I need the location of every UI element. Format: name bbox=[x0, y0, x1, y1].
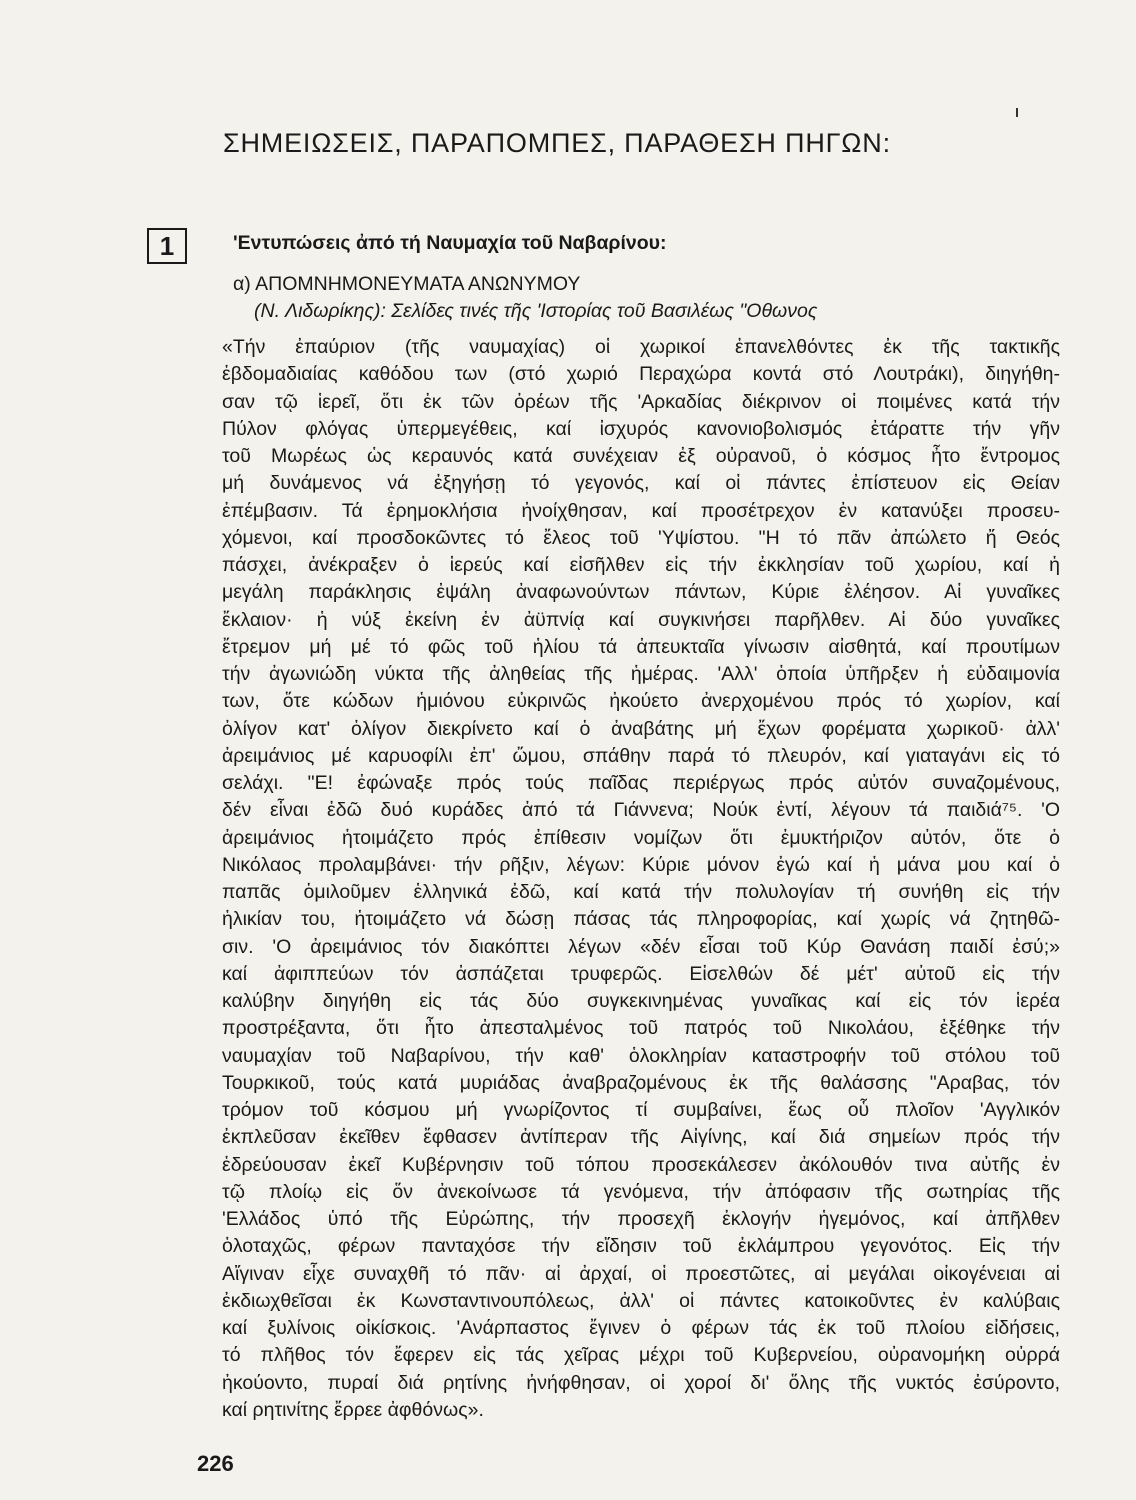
body-line: των, ὅτε κώδων ἡμιόνου εὐκρινῶς ἠκούετο ἀνερχομένου πρός τό χωρίον, καί bbox=[222, 690, 1060, 713]
body-line: ἀρειμάνιος μέ καρυοφίλι ἐπ' ὤμου, σπάθην παρά τό πλευρόν, καί γιαταγάνι εἰς τό bbox=[222, 744, 1060, 767]
body-line: Τουρκικοῦ, τούς κατά μυριάδας ἀναβραζομένους ἐκ τῆς θαλάσσης "Αραβας, τόν bbox=[222, 1071, 1060, 1094]
section-subtitle: α) ΑΠΟΜΝΗΜΟΝΕΥΜΑΤΑ ΑΝΩΝΥΜΟΥ bbox=[233, 273, 581, 295]
body-line: Πύλον φλόγας ὑπερμεγέθεις, καί ἰσχυρός κανονιοβολισμός ἐτάραττε τήν γῆν bbox=[222, 417, 1060, 440]
page-heading: ΣΗΜΕΙΩΣΕΙΣ, ΠΑΡΑΠΟΜΠΕΣ, ΠΑΡΑΘΕΣΗ ΠΗΓΩΝ: bbox=[223, 128, 891, 158]
margin-mark bbox=[1016, 108, 1018, 117]
body-line: τό πλῆθος τόν ἔφερεν εἰς τάς χεῖρας μέχρι τοῦ Κυβερνείου, οὐρανομήκη οὐρρά bbox=[222, 1344, 1060, 1367]
body-line: ναυμαχίαν τοῦ Ναβαρίνου, τήν καθ' ὁλοκληρίαν καταστροφήν τοῦ στόλου τοῦ bbox=[222, 1044, 1060, 1067]
body-line: καί ξυλίνοις οἰκίσκοις. 'Ανάρπαστος ἔγινεν ὁ φέρων τάς ἐκ τοῦ πλοίου εἰδήσεις, bbox=[222, 1317, 1060, 1339]
body-line: προστρέξαντα, ὅτι ἦτο ἀπεσταλμένος τοῦ πατρός τοῦ Νικολάου, ἐξέθηκε τήν bbox=[222, 1017, 1060, 1040]
body-line: καί ρητινίτης ἔρρεε ἀφθόνως». bbox=[222, 1398, 484, 1421]
body-line: καί ἀφιππεύων τόν ἀσπάζεται τρυφερῶς. Εἰσελθών δέ μέτ' αὐτοῦ εἰς τήν bbox=[222, 962, 1060, 985]
body-line: ἐκδιωχθεῖσαι ἐκ Κωνσταντινουπόλεως, ἀλλ' οἱ πάντες κατοικοῦντες ἐν καλύβαις bbox=[222, 1289, 1060, 1312]
body-line: ἠκούοντο, πυραί διά ρητίνης ἠνήφθησαν, οἱ χοροί δι' ὅλης τῆς νυκτός ἐσύροντο, bbox=[222, 1371, 1060, 1394]
section-title: 'Εντυπώσεις ἀπό τή Ναυμαχία τοῦ Ναβαρίνου: bbox=[233, 232, 667, 254]
section-number-box: 1 bbox=[147, 228, 187, 264]
body-line: «Τήν ἐπαύριον (τῆς ναυμαχίας) οἱ χωρικοί ἐπανελθόντες ἐκ τῆς τακτικῆς bbox=[222, 336, 1060, 358]
body-line: πάσχει, ἀνέκραξεν ὁ ἱερεύς καί εἰσῆλθεν εἰς τήν ἐκκλησίαν τοῦ χωρίου, καί ἡ bbox=[222, 554, 1060, 576]
body-line: ἐπέμβασιν. Τά ἐρημοκλήσια ἠνοίχθησαν, καί προσέτρεχον ἐν κατανύξει προσευ- bbox=[222, 499, 1060, 522]
body-line: ὁλοταχῶς, φέρων πανταχόσε τήν εἴδησιν τοῦ ἐκλάμπρου γεγονότος. Εἰς τήν bbox=[222, 1235, 1060, 1258]
body-line: τοῦ Μωρέως ὡς κεραυνός κατά συνέχειαν ἐξ οὐρανοῦ, ὁ κόσμος ἦτο ἔντρομος bbox=[222, 445, 1060, 467]
body-line: ἀρειμάνιος ἡτοιμάζετο πρός ἐπίθεσιν νομίζων ὅτι ἐμυκτήριζον αὐτόν, ὅτε ὁ bbox=[222, 826, 1060, 849]
body-line: σελάχι. "Ε! ἐφώναξε πρός τούς παῖδας περιέργως πρός αὐτόν συναζομένους, bbox=[222, 772, 1060, 794]
body-line: 'Ελλάδος ὑπό τῆς Εὐρώπης, τήν προσεχῆ ἐκλογήν ἡγεμόνος, καί ἀπῆλθεν bbox=[222, 1208, 1060, 1230]
body-line: χόμενοι, καί προσδοκῶντες τό ἔλεος τοῦ 'Υψίστου. "Η τό πᾶν ἀπώλετο ἤ Θεός bbox=[222, 526, 1060, 549]
body-line: ἔκλαιον· ἡ νύξ ἐκείνη ἐν ἀϋπνίᾳ καί συγκινήσει παρῆλθεν. Αἱ δύο γυναῖκες bbox=[222, 608, 1060, 631]
body-text bbox=[222, 334, 1060, 1424]
body-line: ὀλίγον κατ' ὀλίγον διεκρίνετο καί ὁ ἀναβάτης μή ἔχων φορέματα χωρικοῦ· ἀλλ' bbox=[222, 717, 1060, 740]
body-line: καλύβην διηγήθη εἰς τάς δύο συγκεκινημένας γυναῖκας καί εἰς τόν ἱερέα bbox=[222, 990, 1060, 1012]
body-line: μεγάλη παράκλησις ἐψάλη ἀναφωνούντων πάντων, Κύριε ἐλέησον. Αἱ γυναῖκες bbox=[222, 581, 1060, 604]
body-line: ἐκπλεῦσαν ἐκεῖθεν ἔφθασεν ἀντίπεραν τῆς Αἰγίνης, καί διά σημείων πρός τήν bbox=[222, 1126, 1060, 1149]
body-line: ἑβδομαδιαίας καθόδου των (στό χωριό Περαχώρα κοντά στό Λουτράκι), διηγήθη- bbox=[222, 363, 1060, 386]
body-line: δέν εἶναι ἐδῶ δυό κυράδες ἀπό τά Γιάννενα; Νούκ ἐντί, λέγουν τά παιδιά⁷⁵. 'Ο bbox=[222, 799, 1060, 822]
body-line: παπᾶς ὁμιλοῦμεν ἑλληνικά ἐδῶ, καί κατά τήν πολυλογίαν τή συνήθη εἰς τήν bbox=[222, 881, 1060, 903]
body-line: σιν. 'Ο ἀρειμάνιος τόν διακόπτει λέγων «δέν εἶσαι τοῦ Κύρ Θανάση παιδί ἐσύ;» bbox=[222, 935, 1060, 958]
body-line: ἔτρεμον μή μέ τό φῶς τοῦ ἡλίου τά ἀπευκταῖα γίνωσιν αἰσθητά, καί προυτίμων bbox=[222, 635, 1060, 658]
body-line: ἑδρεύουσαν ἐκεῖ Κυβέρνησιν τοῦ τόπου προσεκάλεσεν ἀκόλουθόν τινα αὐτῆς ἐν bbox=[222, 1153, 1060, 1176]
page-number: 226 bbox=[197, 1451, 234, 1476]
body-line: τῷ πλοίῳ εἰς ὅν ἀνεκοίνωσε τά γενόμενα, τήν ἀπόφασιν τῆς σωτηρίας τῆς bbox=[222, 1180, 1060, 1203]
body-line: Νικόλαος προλαμβάνει· τήν ρῆξιν, λέγων: Κύριε μόνον ἐγώ καί ἡ μάνα μου καί ὁ bbox=[222, 853, 1060, 876]
body-line: τήν ἀγωνιώδη νύκτα τῆς ἀληθείας τῆς ἡμέρας. 'Αλλ' ὁποία ὑπῆρξεν ἡ εὐδαιμονία bbox=[222, 663, 1060, 685]
body-line: τρόμον τοῦ κόσμου μή γνωρίζοντος τί συμβαίνει, ἕως οὗ πλοῖον 'Αγγλικόν bbox=[222, 1099, 1060, 1121]
body-line: ἡλικίαν του, ἡτοιμάζετο νά δώσῃ πάσας τάς πληροφορίας, καί χωρίς νά ζητηθῶ- bbox=[222, 908, 1060, 931]
body-line: Αἴγιναν εἶχε συναχθῆ τό πᾶν· αἱ ἀρχαί, οἱ προεστῶτες, αἱ μεγάλαι οἰκογένειαι αἱ bbox=[222, 1262, 1060, 1285]
body-line: μή δυνάμενος νά ἐξηγήσῃ τό γεγονός, καί οἱ πάντες ἐπίστευον εἰς Θείαν bbox=[222, 472, 1060, 495]
body-line: σαν τῷ ἱερεῖ, ὅτι ἐκ τῶν ὀρέων τῆς 'Αρκαδίας διέκρινον οἱ ποιμένες κατά τήν bbox=[222, 390, 1060, 413]
source-citation: (Ν. Λιδωρίκης): Σελίδες τινές τῆς 'Ιστορίας τοῦ Βασιλέως "Οθωνος bbox=[254, 300, 818, 322]
